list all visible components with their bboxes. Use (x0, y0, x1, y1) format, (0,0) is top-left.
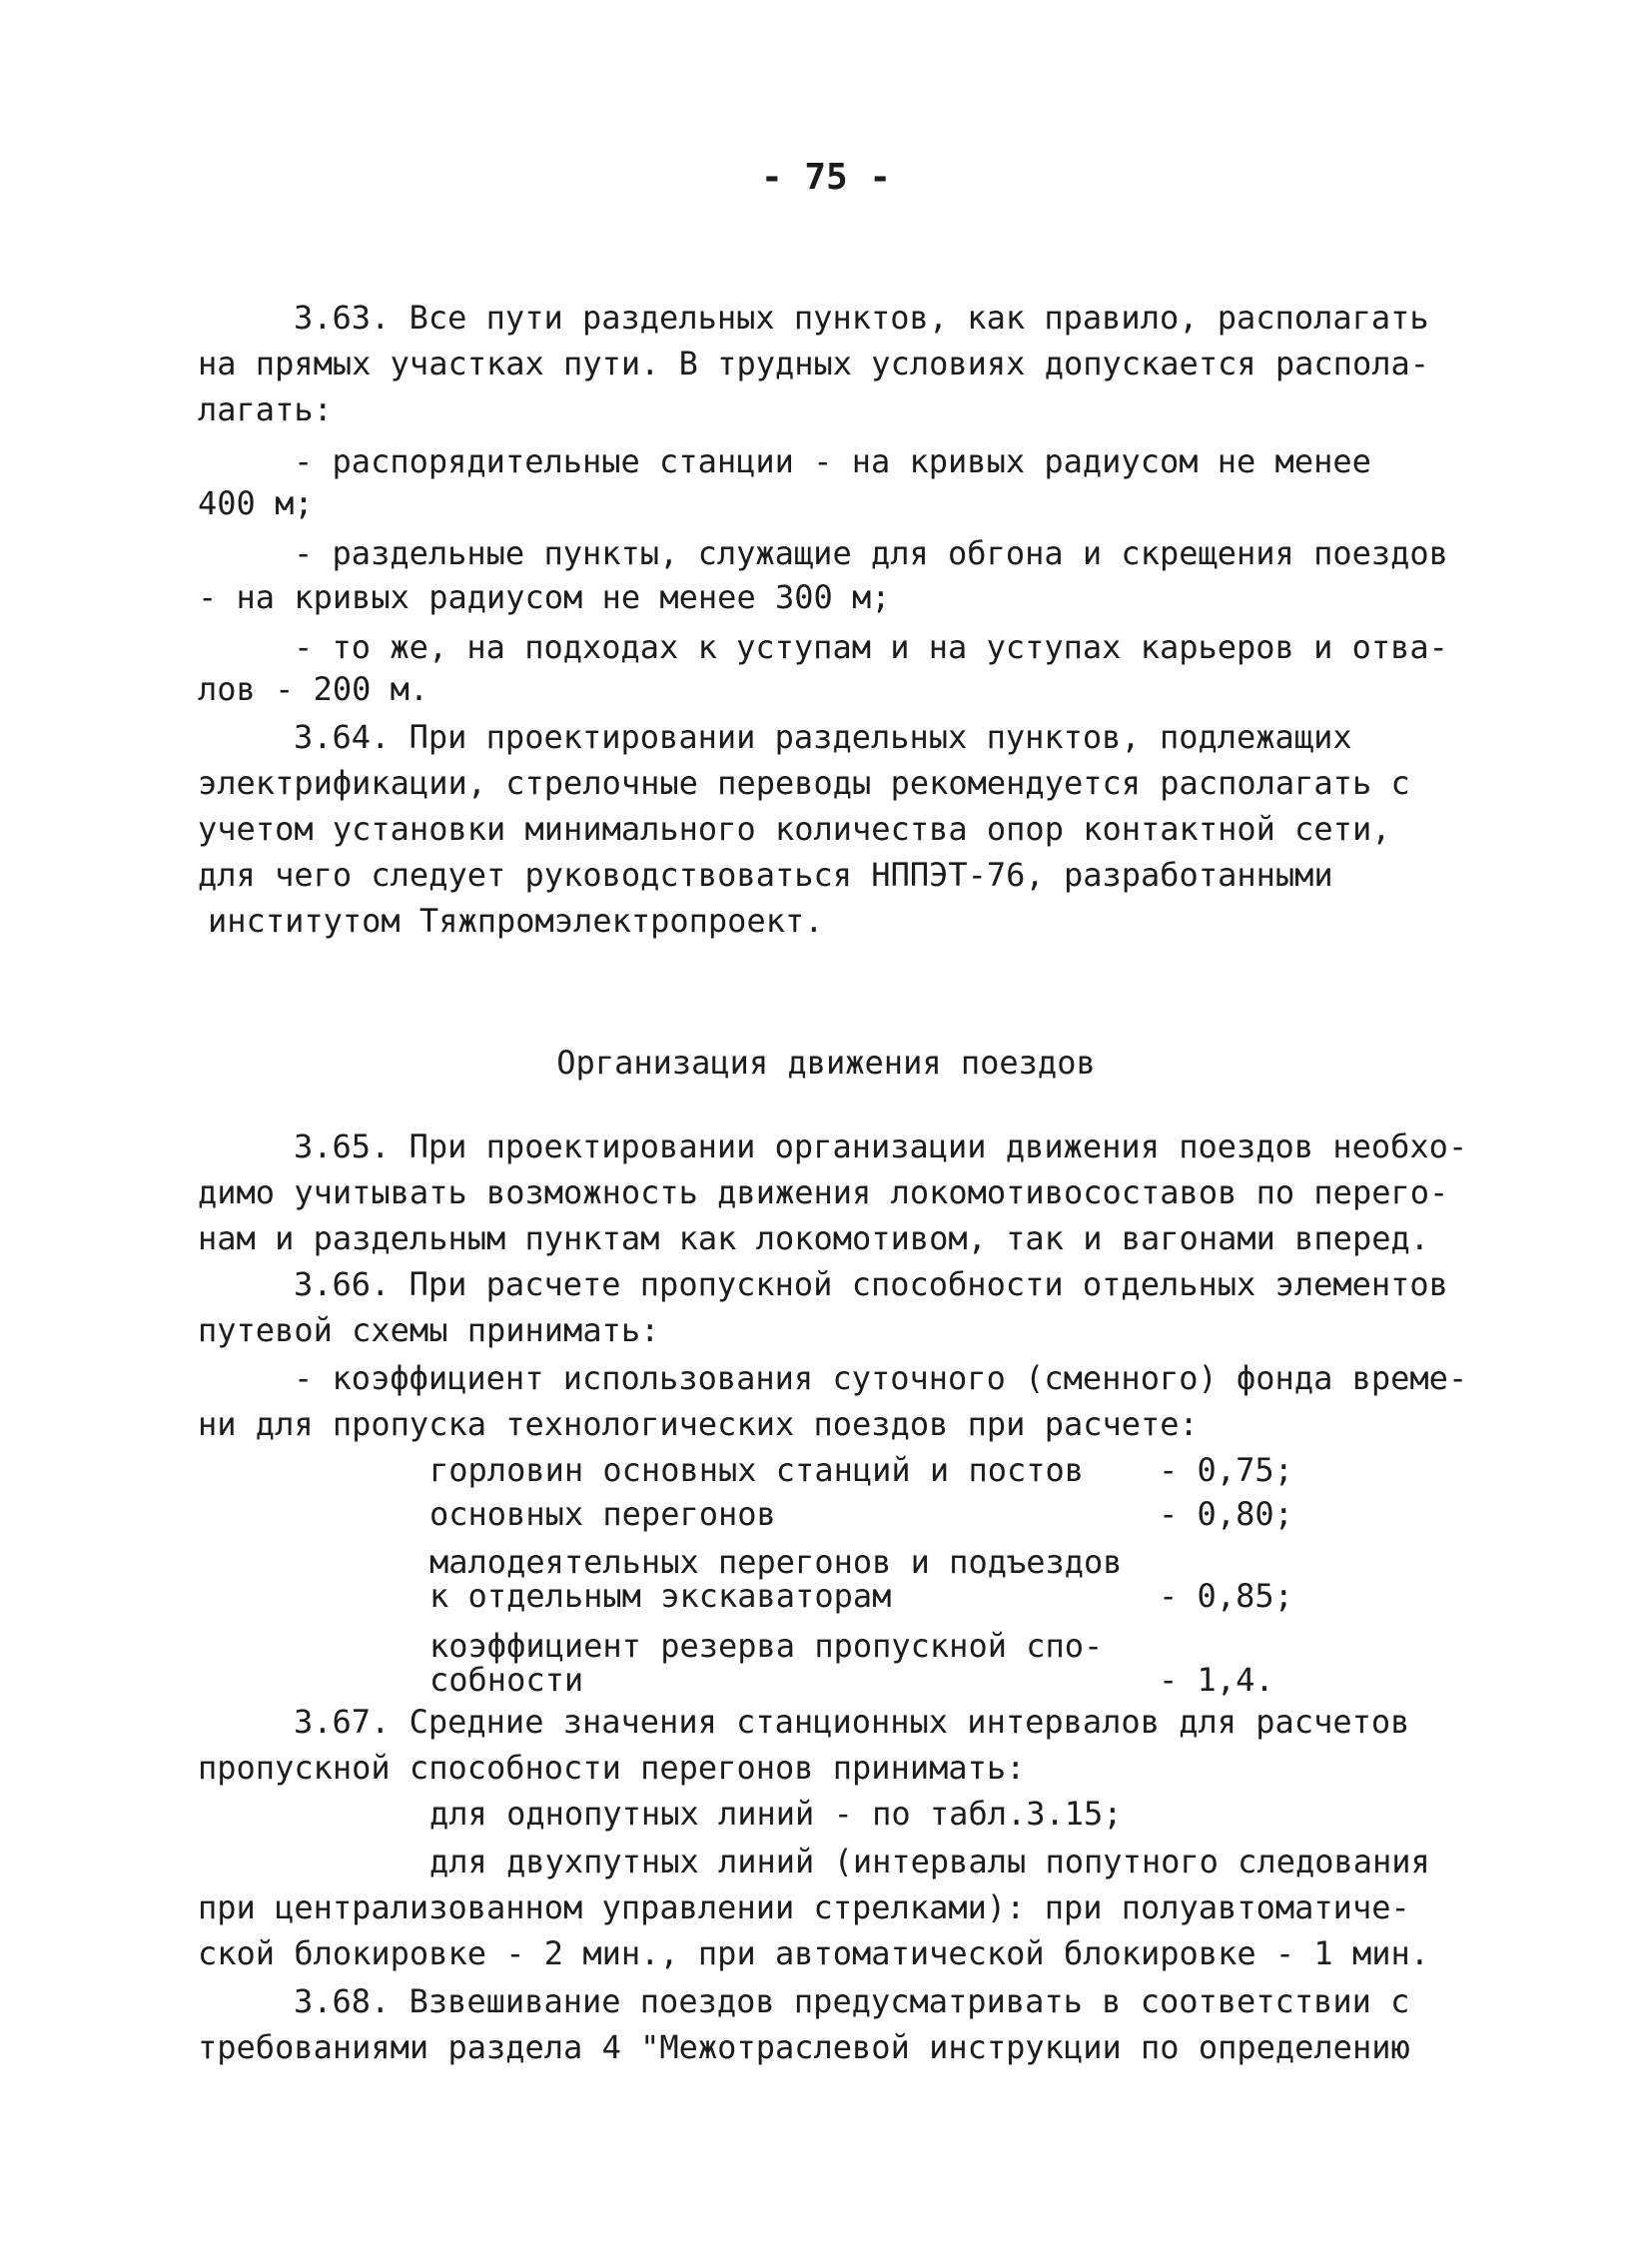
text-line: пропускной способности перегонов принимать: (198, 1749, 1026, 1787)
text-line: 3.66. При расчете пропускной способности отдельных элементов (294, 1265, 1448, 1303)
text-line: - распорядительные станции - на кривых радиусом не менее (294, 442, 1371, 480)
text-line: - то же, на подходах к уступам и на уступах карьеров и отва- (294, 628, 1448, 666)
text-line: на прямых участках пути. В трудных условиях допускается распола- (198, 345, 1429, 382)
text-line: - раздельные пункты, служащие для обгона и скрещения поездов (294, 534, 1448, 572)
text-line: путевой схемы принимать: (198, 1311, 660, 1349)
text-line: лагать: (198, 390, 333, 428)
text-line: - на кривых радиусом не менее 300 м; (198, 578, 891, 616)
coefficient-value: - 0,85; (1159, 1577, 1293, 1615)
text-line: лов - 200 м. (198, 670, 429, 708)
coefficient-label: собности (429, 1661, 584, 1699)
text-line: димо учитывать возможность движения локомотивосоставов по перего- (198, 1173, 1449, 1211)
coefficient-value: - 1,4. (1159, 1661, 1274, 1699)
text-line: требованиями раздела 4 "Межотраслевой инструкции по определению (198, 2028, 1410, 2066)
text-line: 3.67. Средние значения станционных интервалов для расчетов (294, 1703, 1410, 1741)
text-line: ской блокировке - 2 мин., при автоматической блокировке - 1 мин. (198, 1934, 1429, 1972)
coefficient-value: - 0,75; (1159, 1451, 1293, 1489)
coefficient-label: к отдельным экскаваторам (429, 1577, 892, 1615)
text-line: 3.65. При проектировании организации движения поездов необхо- (294, 1127, 1468, 1165)
coefficient-label: основных перегонов (429, 1495, 776, 1533)
text-line: ни для пропуска технологических поездов при расчете: (198, 1405, 1199, 1443)
text-line: 3.68. Взвешивание поездов предусматривать в соответствии с (294, 1982, 1410, 2020)
text-line: учетом установки минимального количества опор контактной сети, (198, 810, 1391, 848)
text-line: для двухпутных линий (интервалы попутного следования (429, 1843, 1430, 1880)
text-line: нам и раздельным пунктам как локомотивом, так и вагонами вперед. (198, 1219, 1429, 1257)
coefficient-label: коэффициент резерва пропускной спо- (429, 1627, 1104, 1665)
coefficient-label: малодеятельных перегонов и подъездов (429, 1543, 1123, 1581)
text-line: 400 м; (198, 484, 314, 522)
text-line: для однопутных линий - по табл.3.15; (429, 1795, 1123, 1833)
text-line: для чего следует руководствоваться НППЭТ-76, разработанными (198, 856, 1333, 894)
text-line: при централизованном управлении стрелками): при полуавтоматиче- (198, 1888, 1410, 1926)
text-line: институтом Тяжпромэлектропроект. (208, 902, 824, 940)
text-line: - коэффициент использования суточного (сменного) фонда време- (294, 1359, 1468, 1397)
text-line: электрификации, стрелочные переводы рекомендуется располагать с (198, 764, 1410, 802)
coefficient-label: горловин основных станций и постов (429, 1451, 1085, 1489)
section-heading: Организация движения поездов (556, 1044, 1096, 1082)
text-line: 3.63. Все пути раздельных пунктов, как правило, располагать (294, 299, 1429, 337)
text-line: 3.64. При проектировании раздельных пунктов, подлежащих (294, 718, 1352, 756)
coefficient-value: - 0,80; (1159, 1495, 1293, 1533)
page-number: - 75 - (760, 157, 892, 198)
